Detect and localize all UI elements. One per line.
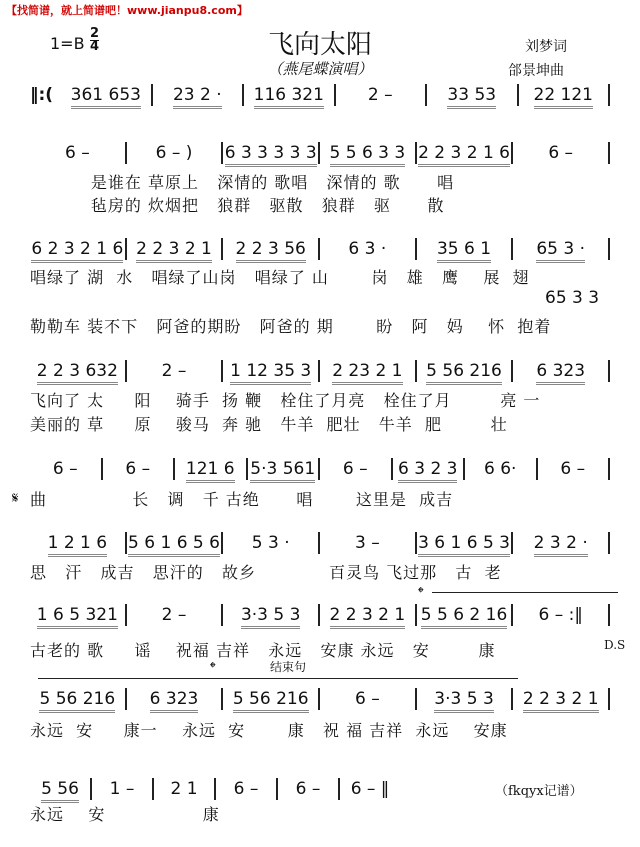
- measure-notes: 5 3 ·: [251, 533, 290, 553]
- measure: [30, 361, 125, 381]
- measure: [513, 143, 608, 163]
- measure-notes: 6 –: [64, 143, 90, 163]
- measure: [248, 459, 319, 479]
- measure-notes: 2 1: [170, 779, 198, 799]
- measure-notes: 5 56 216: [39, 689, 115, 713]
- time-top: 2: [90, 26, 100, 41]
- lyric-line: 古老的 歌 谣 祝福 吉祥 永远 安康 永远 安 康: [30, 641, 496, 660]
- measure-notes: 1 2 1 6: [48, 533, 107, 557]
- measure-notes: 6 2 3 2 1 6: [31, 239, 123, 263]
- measure-notes: 2 2 3 2 1: [523, 689, 599, 713]
- measure-notes: 6 –: [548, 143, 574, 163]
- bar-line: [608, 142, 610, 164]
- measure-notes: 3 6 1 6 5 3: [418, 533, 510, 557]
- measure-notes: 6 –: [233, 779, 259, 799]
- measure: [127, 239, 222, 259]
- measure-notes: 1 12 35 3: [230, 361, 311, 385]
- measure: [417, 239, 512, 259]
- bar-line: [608, 532, 610, 554]
- measure: [127, 533, 222, 553]
- measure: [519, 85, 608, 105]
- measure-notes: 33 53: [447, 85, 496, 109]
- time-bottom: 4: [90, 39, 100, 54]
- lyric-line: 毡房的 炊烟把 狼群 驱散 狼群 驱 散: [30, 196, 445, 215]
- measure-notes: 5·3 561: [250, 459, 315, 483]
- measure-notes: 6 –: [560, 459, 586, 479]
- measure: [320, 605, 415, 625]
- notation-line: [30, 458, 610, 480]
- measure-notes: 2 2 3 2 1 6: [418, 143, 510, 167]
- measure: [513, 605, 608, 625]
- measure: [336, 85, 425, 105]
- measure: [216, 779, 276, 799]
- measure-notes: 1 –: [109, 779, 135, 799]
- measure-notes: 5 56 216: [426, 361, 502, 385]
- measure-notes: 6 – :‖: [538, 605, 583, 625]
- measure: [417, 143, 512, 163]
- notation-line: [30, 142, 610, 164]
- lyric-line: 思 汗 成吉 思汗的 故乡 百灵鸟 飞过那 古 老: [30, 563, 502, 582]
- measure-notes: 2 2 3 2 1: [330, 605, 406, 629]
- measure-notes: 2 –: [161, 361, 187, 381]
- measure-notes: 2 3 2 ·: [534, 533, 588, 557]
- measure: [175, 459, 246, 479]
- measure-notes: 2 23 2 1: [332, 361, 402, 385]
- measure-notes: 3·3 5 3: [241, 605, 300, 629]
- measure-notes: 3 –: [354, 533, 380, 553]
- lyric-line: 曲 长 调 千 古绝 唱 这里是 成吉: [30, 490, 454, 509]
- measure: [320, 689, 415, 709]
- measure: [320, 459, 391, 479]
- measure: [61, 85, 150, 105]
- song-title: 飞向太阳: [267, 30, 372, 60]
- lyric-line: 唱绿了 湖 水 唱绿了山岗 唱绿了 山 岗 雄 鹰 展 翅: [30, 268, 530, 287]
- measure: [417, 605, 512, 625]
- alternate-notes: 65 3 3: [545, 288, 600, 308]
- measure: [127, 143, 222, 163]
- measure-notes: 5 56: [41, 779, 79, 803]
- measure-notes: 116 321: [254, 85, 324, 109]
- measure-notes: 6 –: [52, 459, 78, 479]
- ds-marking: D.S: [604, 638, 626, 652]
- measure: [393, 459, 464, 479]
- measure-notes: 3·3 5 3: [434, 689, 493, 713]
- measure-notes: 6 –: [342, 459, 368, 479]
- measure-notes: 6 –: [295, 779, 321, 799]
- measure: [103, 459, 174, 479]
- notation-line: [30, 238, 610, 260]
- lyric-line: 飞向了 太 阳 骑手 扬 鞭 栓住了月亮 栓住了月 亮 一: [30, 391, 541, 410]
- notation-line: [30, 360, 610, 382]
- measure: [278, 779, 338, 799]
- measure: [92, 779, 152, 799]
- measure-notes: 2 –: [161, 605, 187, 625]
- measure-notes: 35 6 1: [437, 239, 491, 263]
- notation-line: [30, 604, 610, 626]
- measure: [320, 361, 415, 381]
- bar-line: [608, 238, 610, 260]
- time-signature: [90, 28, 99, 53]
- measure: [223, 689, 318, 709]
- measure: [127, 361, 222, 381]
- measure-notes: 22 121: [534, 85, 593, 109]
- measure-notes: 5 5 6 3 3: [330, 143, 406, 167]
- measure-notes: 6 – ): [155, 143, 193, 163]
- measure: [417, 361, 512, 381]
- lyric-line: 美丽的 草 原 骏马 奔 驰 牛羊 肥壮 牛羊 肥 壮: [30, 415, 508, 434]
- measure-notes: 2 –: [367, 85, 393, 105]
- measure-notes: 6 3 2 3: [398, 459, 457, 483]
- measure: [417, 533, 512, 553]
- measure: [30, 239, 125, 259]
- measure-notes: 6 – ‖: [350, 779, 390, 799]
- measure: [320, 533, 415, 553]
- coda-icon: 𝄌: [418, 583, 424, 602]
- measure: [223, 143, 318, 163]
- measure: [513, 239, 608, 259]
- notation-line: [30, 778, 400, 800]
- measure: [417, 689, 512, 709]
- measure: [127, 605, 222, 625]
- lyric-line: 勒勒车 装不下 阿爸的期盼 阿爸的 期 盼 阿 妈 怀 抱着: [30, 317, 552, 336]
- measure-notes: 6 3 ·: [348, 239, 387, 259]
- bar-line: [608, 84, 610, 106]
- segno-icon: 𝄋: [12, 489, 19, 507]
- measure-notes: 1 6 5 321: [37, 605, 118, 629]
- notation-line: [30, 688, 610, 710]
- measure: [244, 85, 333, 105]
- notation-line: [30, 84, 610, 106]
- measure: [154, 779, 214, 799]
- key-signature: 1=B: [50, 34, 85, 53]
- measure: [223, 605, 318, 625]
- measure-notes: 6 –: [125, 459, 151, 479]
- site-banner[interactable]: 【找简谱，就上简谱吧！www.jianpu8.com】: [6, 4, 248, 17]
- bar-line: [608, 604, 610, 626]
- measure: [340, 779, 400, 799]
- measure: [30, 143, 125, 163]
- measure-notes: 23 2 ·: [173, 85, 222, 109]
- measure: [223, 361, 318, 381]
- measure: [465, 459, 536, 479]
- bar-line: [608, 688, 610, 710]
- measure: [30, 605, 125, 625]
- measure-notes: 5 5 6 2 16: [421, 605, 508, 629]
- measure-notes: 6 323: [150, 689, 199, 713]
- measure: [538, 459, 609, 479]
- measure: [30, 459, 101, 479]
- measure: [320, 239, 415, 259]
- measure: [513, 689, 608, 709]
- measure: [30, 689, 125, 709]
- measure: [513, 361, 608, 381]
- measure: [223, 239, 318, 259]
- notation-line: [30, 532, 610, 554]
- measure: [223, 533, 318, 553]
- measure-notes: 65 3 ·: [536, 239, 585, 263]
- performer: （燕尾蝶演唱）: [267, 60, 373, 78]
- ending-label: 结束句: [270, 660, 307, 674]
- coda-icon: 𝄌: [210, 658, 216, 677]
- lyricist: 刘梦词: [525, 39, 567, 55]
- volta-bracket: [432, 592, 618, 593]
- measure-notes: 6 6·: [484, 459, 517, 479]
- measure-notes: 2 2 3 632: [37, 361, 118, 385]
- measure-notes: 2 2 3 56: [236, 239, 306, 263]
- repeat-start: ‖:(: [30, 85, 54, 105]
- measure-notes: 2 2 3 2 1: [136, 239, 212, 263]
- measure: [30, 533, 125, 553]
- measure: [30, 779, 90, 799]
- measure-notes: 121 6: [186, 459, 235, 483]
- bar-line: [608, 360, 610, 382]
- lyric-line: 是谁在 草原上 深情的 歌唱 深情的 歌 唱: [30, 173, 455, 192]
- measure-notes: 5 6 1 6 5 6: [128, 533, 220, 557]
- measure: [127, 689, 222, 709]
- lyric-line: 永远 安 康: [30, 805, 220, 824]
- measure: [153, 85, 242, 105]
- measure: [513, 533, 608, 553]
- lyric-line: 永远 安 康一 永远 安 康 祝 福 吉祥 永远 安康: [30, 721, 508, 740]
- transcriber-credit: （fkqyx记谱）: [495, 784, 583, 799]
- measure: [320, 143, 415, 163]
- measure-notes: 361 653: [71, 85, 141, 109]
- bar-line: [608, 458, 610, 480]
- measure-notes: 6 –: [354, 689, 380, 709]
- measure-notes: 5 56 216: [233, 689, 309, 713]
- composer: 郃景坤曲: [508, 63, 564, 79]
- ending-bracket: [38, 678, 518, 679]
- measure-notes: 6 3 3 3 3 3: [225, 143, 317, 167]
- measure-notes: 6 323: [536, 361, 585, 385]
- measure: [427, 85, 516, 105]
